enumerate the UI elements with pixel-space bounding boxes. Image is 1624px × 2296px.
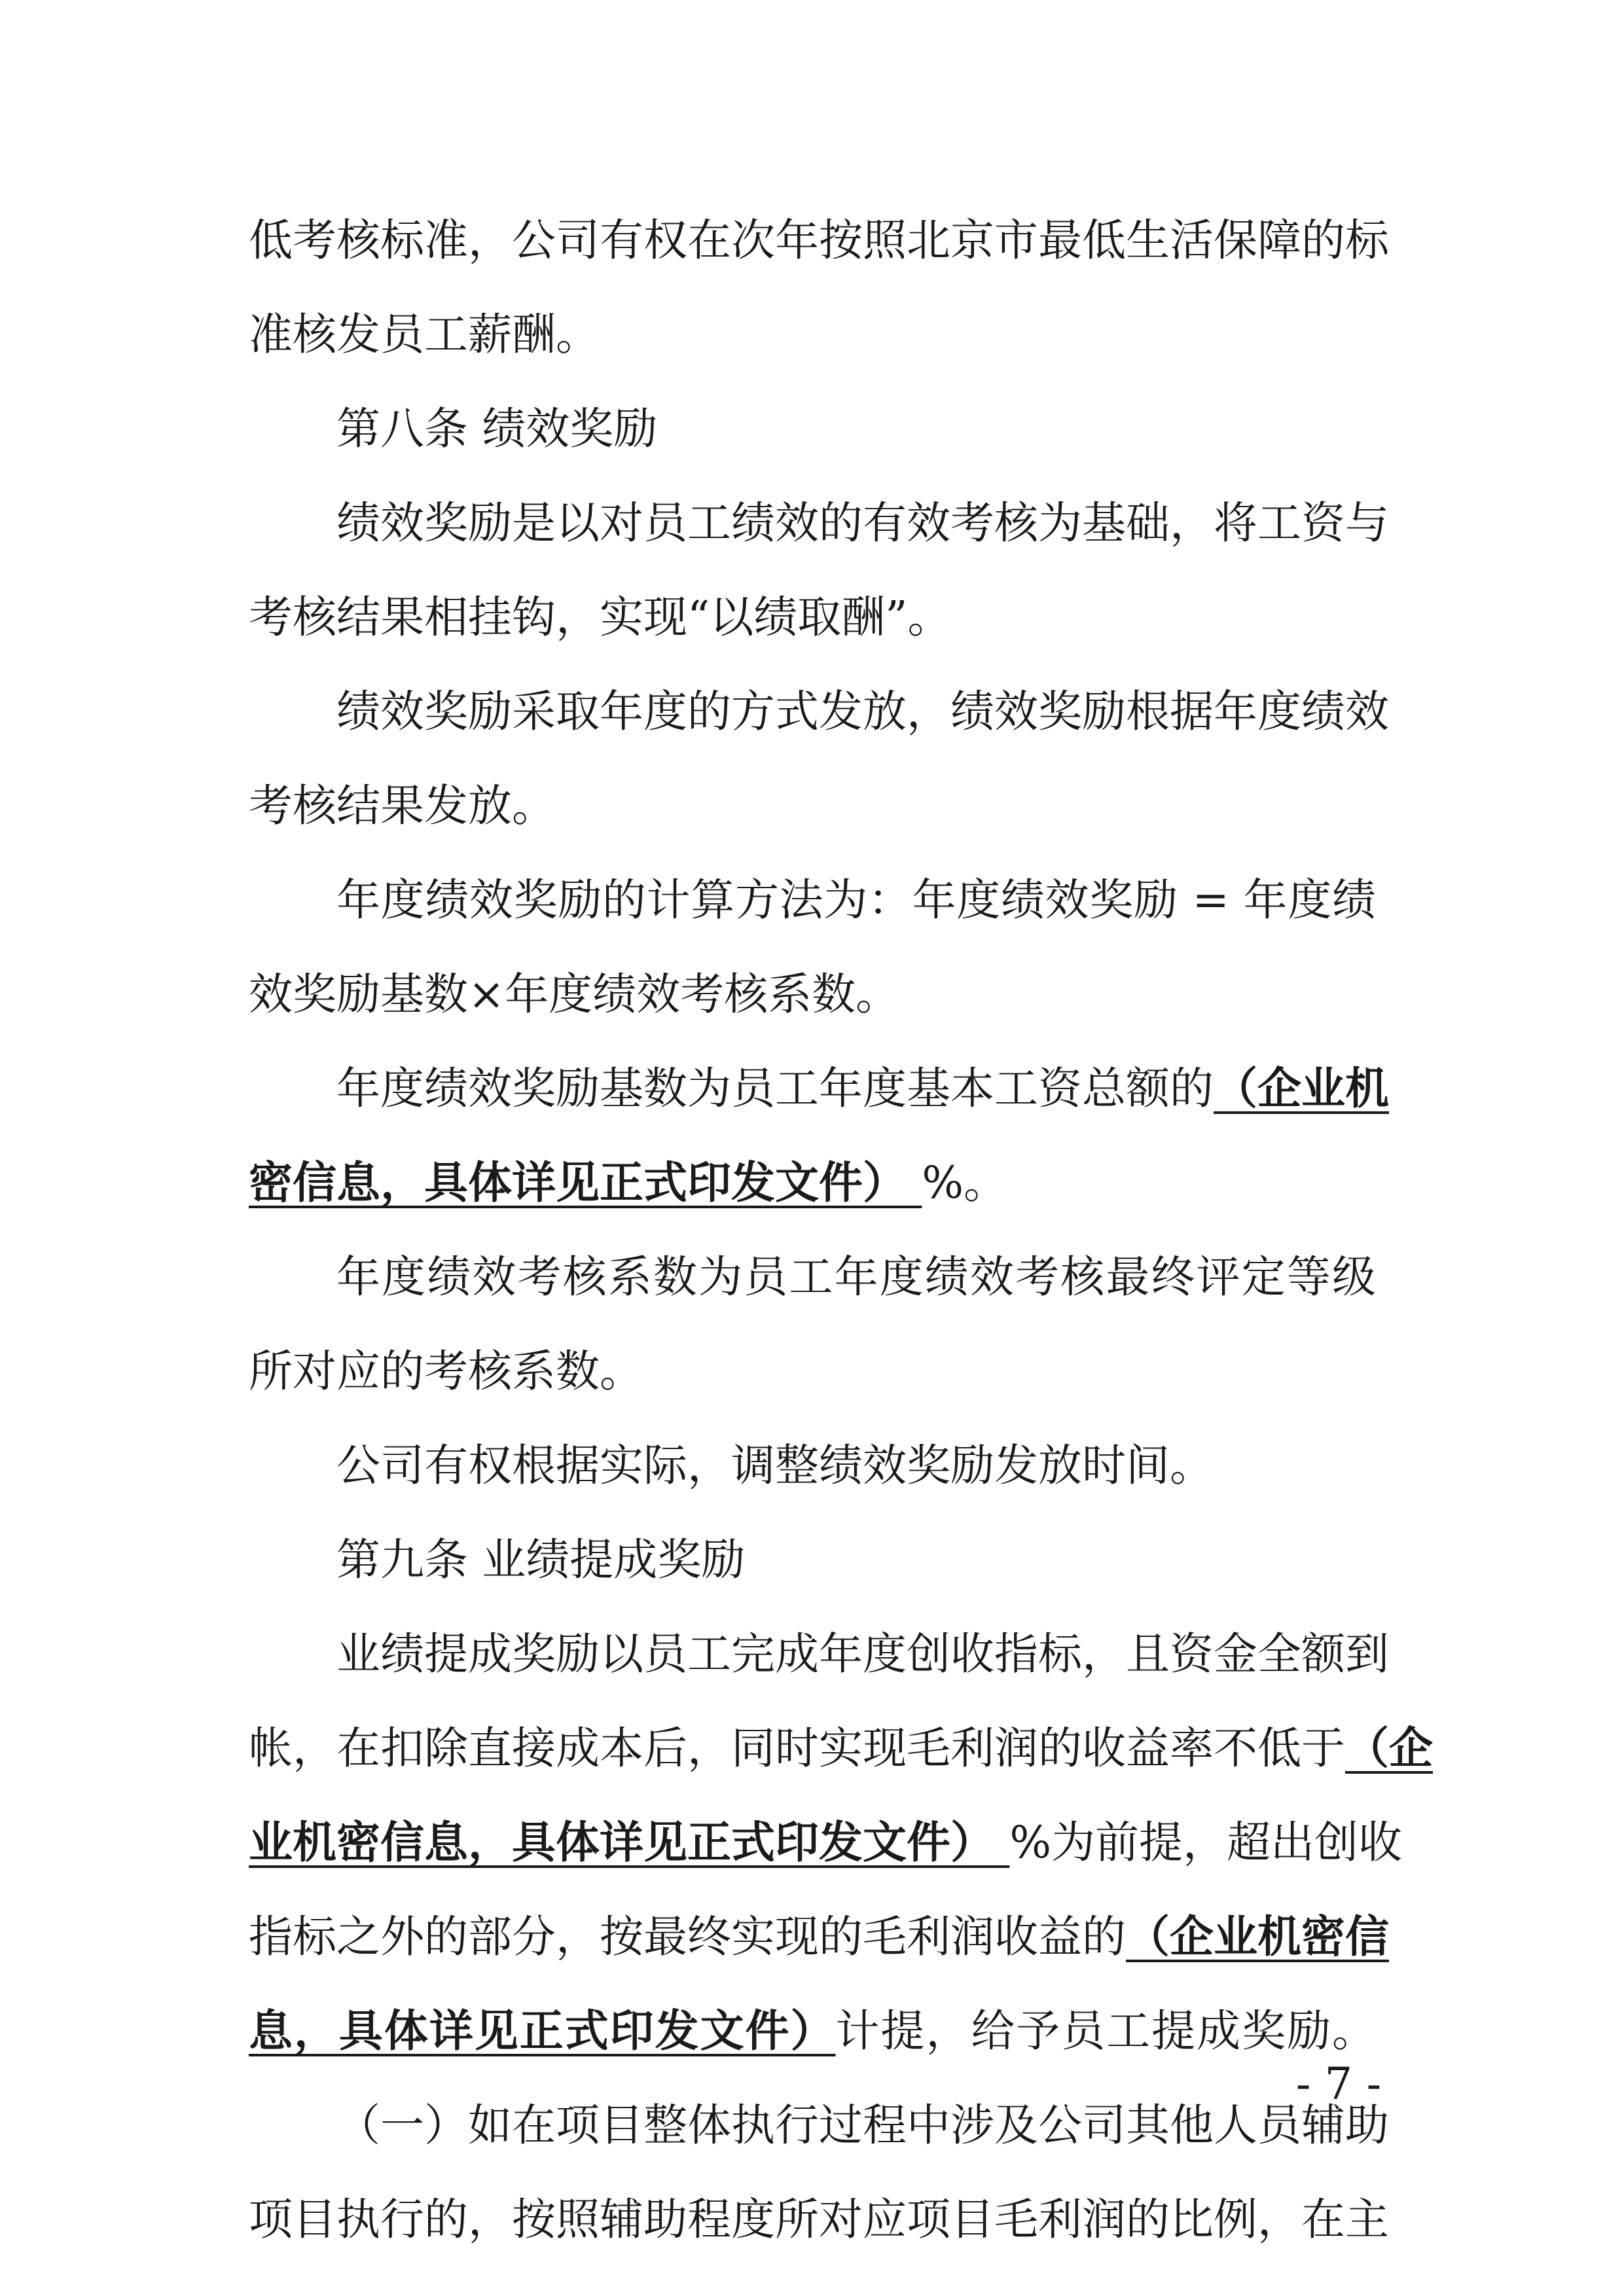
confidential-placeholder: （企 xyxy=(1345,1723,1433,1774)
text-run: 第八条 绩效奖励 xyxy=(336,403,658,454)
text-line xyxy=(249,2194,1389,2289)
text-line xyxy=(249,593,1376,687)
text-line xyxy=(249,2007,1376,2101)
text-run: 年度绩效奖励的计算方法为：年度绩效奖励 = 年度绩 xyxy=(336,874,1376,925)
text-line xyxy=(249,1817,1402,1912)
text-run: 公司有权根据实际，调整绩效奖励发放时间。 xyxy=(336,1440,1214,1491)
confidential-placeholder: 业机密信息，具体详见正式印发文件） xyxy=(249,1817,1010,1868)
text-run: 准核发员工薪酬。 xyxy=(249,309,600,360)
text-line xyxy=(249,1723,1433,1818)
text-run: 第九条 业绩提成奖励 xyxy=(336,1534,746,1585)
text-run: %。 xyxy=(922,1157,1007,1208)
text-line xyxy=(249,310,1376,404)
confidential-placeholder: （企业机密信 xyxy=(1126,1911,1389,1962)
text-line xyxy=(249,215,1389,310)
article-heading xyxy=(249,1535,1376,1630)
text-line xyxy=(249,2100,1389,2195)
text-run: 考核结果发放。 xyxy=(249,780,556,831)
text-run: 项目执行的，按照辅助程度所对应项目毛利润的比例，在主 xyxy=(249,2194,1389,2245)
text-run: 效奖励基数×年度绩效考核系数。 xyxy=(249,969,900,1020)
confidential-placeholder: 密信息，具体详见正式印发文件） xyxy=(249,1157,922,1208)
text-line xyxy=(249,1253,1376,1347)
confidential-placeholder: 息，具体详见正式印发文件） xyxy=(249,2005,836,2056)
text-run: 低考核标准，公司有权在次年按照北京市最低生活保障的标 xyxy=(249,215,1389,266)
text-line xyxy=(249,1441,1376,1535)
text-line xyxy=(249,1158,1376,1253)
text-run: 年度绩效奖励基数为员工年度基本工资总额的 xyxy=(336,1063,1214,1114)
text-run: 业绩提成奖励以员工完成年度创收指标，且资金全额到 xyxy=(336,1628,1389,1679)
text-run: （一）如在项目整体执行过程中涉及公司其他人员辅助 xyxy=(336,2100,1389,2151)
text-line xyxy=(249,1347,1376,1441)
text-run: 绩效奖励采取年度的方式发放，绩效奖励根据年度绩效 xyxy=(336,686,1389,737)
page-number: - 7 - xyxy=(1295,2058,1382,2109)
body-text xyxy=(249,215,1433,2289)
text-line xyxy=(249,781,1376,876)
text-line xyxy=(249,497,1389,593)
article-heading xyxy=(249,404,1376,499)
text-line xyxy=(249,1628,1389,1724)
text-line xyxy=(249,876,1376,970)
text-run: 绩效奖励是以对员工绩效的有效考核为基础，将工资与 xyxy=(336,497,1389,548)
text-run: 计提，给予员工提成奖励。 xyxy=(835,2005,1377,2056)
text-run: 考核结果相挂钩，实现“以绩取酬”。 xyxy=(249,592,952,643)
text-line xyxy=(249,1911,1389,2007)
text-line xyxy=(249,1063,1389,1158)
text-run: 所对应的考核系数。 xyxy=(249,1346,643,1397)
text-line xyxy=(249,970,1376,1064)
text-run: 指标之外的部分，按最终实现的毛利润收益的 xyxy=(249,1911,1126,1962)
text-run: 帐，在扣除直接成本后，同时实现毛利润的收益率不低于 xyxy=(249,1723,1345,1774)
text-run: 年度绩效考核系数为员工年度绩效考核最终评定等级 xyxy=(336,1251,1376,1302)
text-run: %为前提，超出创收 xyxy=(1009,1817,1402,1868)
text-line xyxy=(249,686,1389,781)
confidential-placeholder: （企业机 xyxy=(1214,1063,1389,1114)
